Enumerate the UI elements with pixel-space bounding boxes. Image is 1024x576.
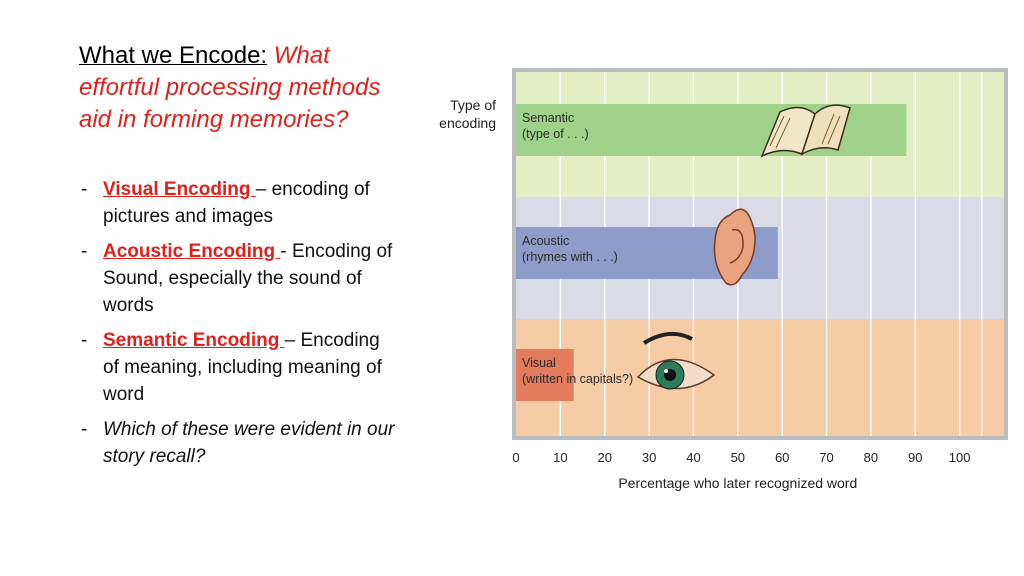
bullet-visual-encoding: - Visual Encoding – encoding of pictures and images (81, 179, 370, 227)
x-tick-label: 60 (774, 450, 790, 465)
row-header: Type of (450, 97, 496, 113)
x-tick-label: 10 (553, 450, 568, 465)
bullet-semantic-encoding: - Semantic Encoding – Encoding of meaning, including meaning of word (81, 330, 382, 405)
x-tick-label: 0 (512, 450, 520, 465)
x-tick-label: 90 (908, 450, 923, 465)
bullet-text: encoding of pictures and images (103, 179, 370, 227)
term-acoustic-encoding: Acoustic Encoding (103, 241, 281, 262)
encoding-bar-chart (430, 60, 1014, 500)
bullet-list (79, 176, 399, 478)
bullet-separator: – (284, 330, 301, 351)
term-semantic-encoding: Semantic Encoding (103, 330, 285, 351)
title-question: What effortful processing methods aid in forming memories? (79, 42, 381, 133)
x-tick-label: 40 (686, 450, 701, 465)
bullet-acoustic-encoding: - Acoustic Encoding - Encoding of Sound, especially the sound of words (81, 241, 393, 316)
bar-label: (rhymes with . . .) (522, 250, 618, 264)
bar-label: Acoustic (522, 234, 570, 248)
x-tick-label: 100 (948, 450, 971, 465)
bar-label: Visual (522, 356, 556, 370)
bar-label: (written in capitals?) (522, 372, 634, 386)
bullet-separator: - (280, 241, 292, 262)
row-header: encoding (439, 115, 496, 131)
bar-label: Semantic (522, 111, 575, 125)
x-axis-label: Percentage who later recognized word (618, 475, 858, 491)
bar-label: (type of . . .) (522, 127, 589, 141)
bullet-text: Encoding of Sound, especially the sound of words (103, 241, 393, 316)
recall-question: Which of these were evident in our story recall? (103, 419, 395, 467)
title-plain: What we Encode: (79, 42, 268, 69)
x-tick-label: 70 (819, 450, 834, 465)
term-visual-encoding: Visual Encoding (103, 179, 256, 200)
x-tick-label: 20 (597, 450, 612, 465)
slide-title (79, 40, 399, 136)
x-tick-label: 80 (863, 450, 879, 465)
x-tick-label: 30 (641, 450, 657, 465)
bullet-question: - Which of these were evident in our story recall? (81, 419, 395, 467)
x-tick-label: 50 (730, 450, 746, 465)
bullet-separator: – (255, 179, 272, 200)
bullet-text: Encoding of meaning, including meaning of word (103, 330, 382, 405)
